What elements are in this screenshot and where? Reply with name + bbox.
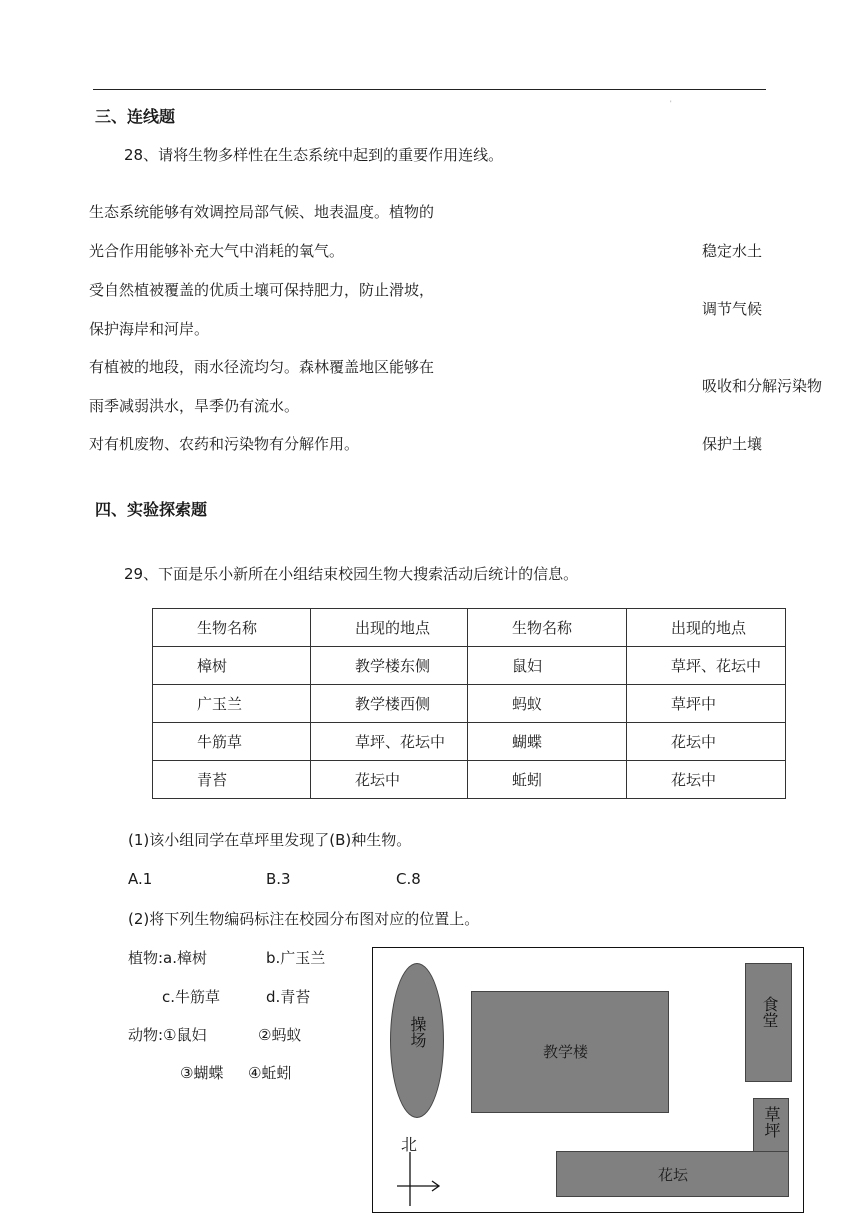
legend-animal-1: 动物:①鼠妇 <box>128 1026 207 1044</box>
north-label: 北 <box>401 1135 418 1154</box>
legend-plant-a: 植物:a.樟树 <box>128 949 208 967</box>
option-c: C.8 <box>396 870 421 888</box>
table-cell: 樟树 <box>153 647 311 685</box>
table-cell: 教学楼西侧 <box>311 685 468 723</box>
table-header-cell: 出现的地点 <box>627 609 786 647</box>
legend-plant-c: c.牛筋草 <box>162 988 221 1006</box>
table-cell: 蝴蝶 <box>468 723 627 761</box>
table-cell: 草坪、花坛中 <box>311 723 468 761</box>
header-rule <box>93 89 766 90</box>
match-right-item-2: 调节气候 <box>702 300 763 318</box>
table-header-cell: 生物名称 <box>153 609 311 647</box>
legend-animal-3: ③蝴蝶 <box>180 1064 224 1082</box>
match-right-item-3: 吸收和分解污染物 <box>702 377 823 395</box>
flower-bed-label: 花坛 <box>658 1166 689 1184</box>
table-cell: 教学楼东侧 <box>311 647 468 685</box>
option-b: B.3 <box>266 870 291 888</box>
compass-arrow-icon <box>393 1148 445 1210</box>
legend-animal-4: ④蚯蚓 <box>248 1064 292 1082</box>
match-right-item-4: 保护土壤 <box>702 435 763 453</box>
legend-plant-b: b.广玉兰 <box>266 949 326 967</box>
table-cell: 鼠妇 <box>468 647 627 685</box>
table-cell: 花坛中 <box>627 761 786 799</box>
stray-mark: ' <box>670 100 672 107</box>
match-left-line-5: 有植被的地段，雨水径流均匀。森林覆盖地区能够在 <box>89 358 435 376</box>
canteen-label: 食堂 <box>760 996 779 1028</box>
match-left-line-1: 生态系统能够有效调控局部气候、地表温度。植物的 <box>89 203 435 221</box>
match-left-line-4: 保护海岸和河岸。 <box>89 320 210 338</box>
organism-table <box>152 608 786 799</box>
table-cell: 牛筋草 <box>153 723 311 761</box>
table-cell: 花坛中 <box>627 723 786 761</box>
table-header-cell: 生物名称 <box>468 609 627 647</box>
table-row <box>153 685 786 723</box>
table-row <box>153 761 786 799</box>
playground-label: 操场 <box>408 1016 427 1048</box>
match-left-line-7: 对有机废物、农药和污染物有分解作用。 <box>89 435 360 453</box>
campus-map <box>372 947 804 1213</box>
lawn-label: 草坪 <box>762 1106 781 1138</box>
legend-animal-2: ②蚂蚁 <box>258 1026 302 1044</box>
table-row <box>153 723 786 761</box>
table-header-row <box>153 609 786 647</box>
table-cell: 蚯蚓 <box>468 761 627 799</box>
match-left-line-2: 光合作用能够补充大气中消耗的氧气。 <box>89 242 345 260</box>
match-left-line-6: 雨季减弱洪水，旱季仍有流水。 <box>89 397 300 415</box>
section3-title: 三、连线题 <box>95 107 176 126</box>
legend-plant-d: d.青苔 <box>266 988 311 1006</box>
match-right-item-1: 稳定水土 <box>702 242 763 260</box>
table-cell: 青苔 <box>153 761 311 799</box>
table-cell: 花坛中 <box>311 761 468 799</box>
question-28: 28、请将生物多样性在生态系统中起到的重要作用连线。 <box>124 146 504 164</box>
table-cell: 草坪、花坛中 <box>627 647 786 685</box>
teaching-building-label: 教学楼 <box>543 1043 589 1061</box>
table-cell: 草坪中 <box>627 685 786 723</box>
option-a: A.1 <box>128 870 153 888</box>
table-header-cell: 出现的地点 <box>311 609 468 647</box>
question-29: 29、下面是乐小新所在小组结束校园生物大搜索活动后统计的信息。 <box>124 565 579 583</box>
match-left-line-3: 受自然植被覆盖的优质土壤可保持肥力，防止滑坡， <box>89 281 435 299</box>
sub-question-2: (2)将下列生物编码标注在校园分布图对应的位置上。 <box>128 910 480 928</box>
section4-title: 四、实验探索题 <box>95 500 208 519</box>
table-cell: 蚂蚁 <box>468 685 627 723</box>
sub-question-1: (1)该小组同学在草坪里发现了(B)种生物。 <box>128 831 412 849</box>
table-cell: 广玉兰 <box>153 685 311 723</box>
table-row <box>153 647 786 685</box>
